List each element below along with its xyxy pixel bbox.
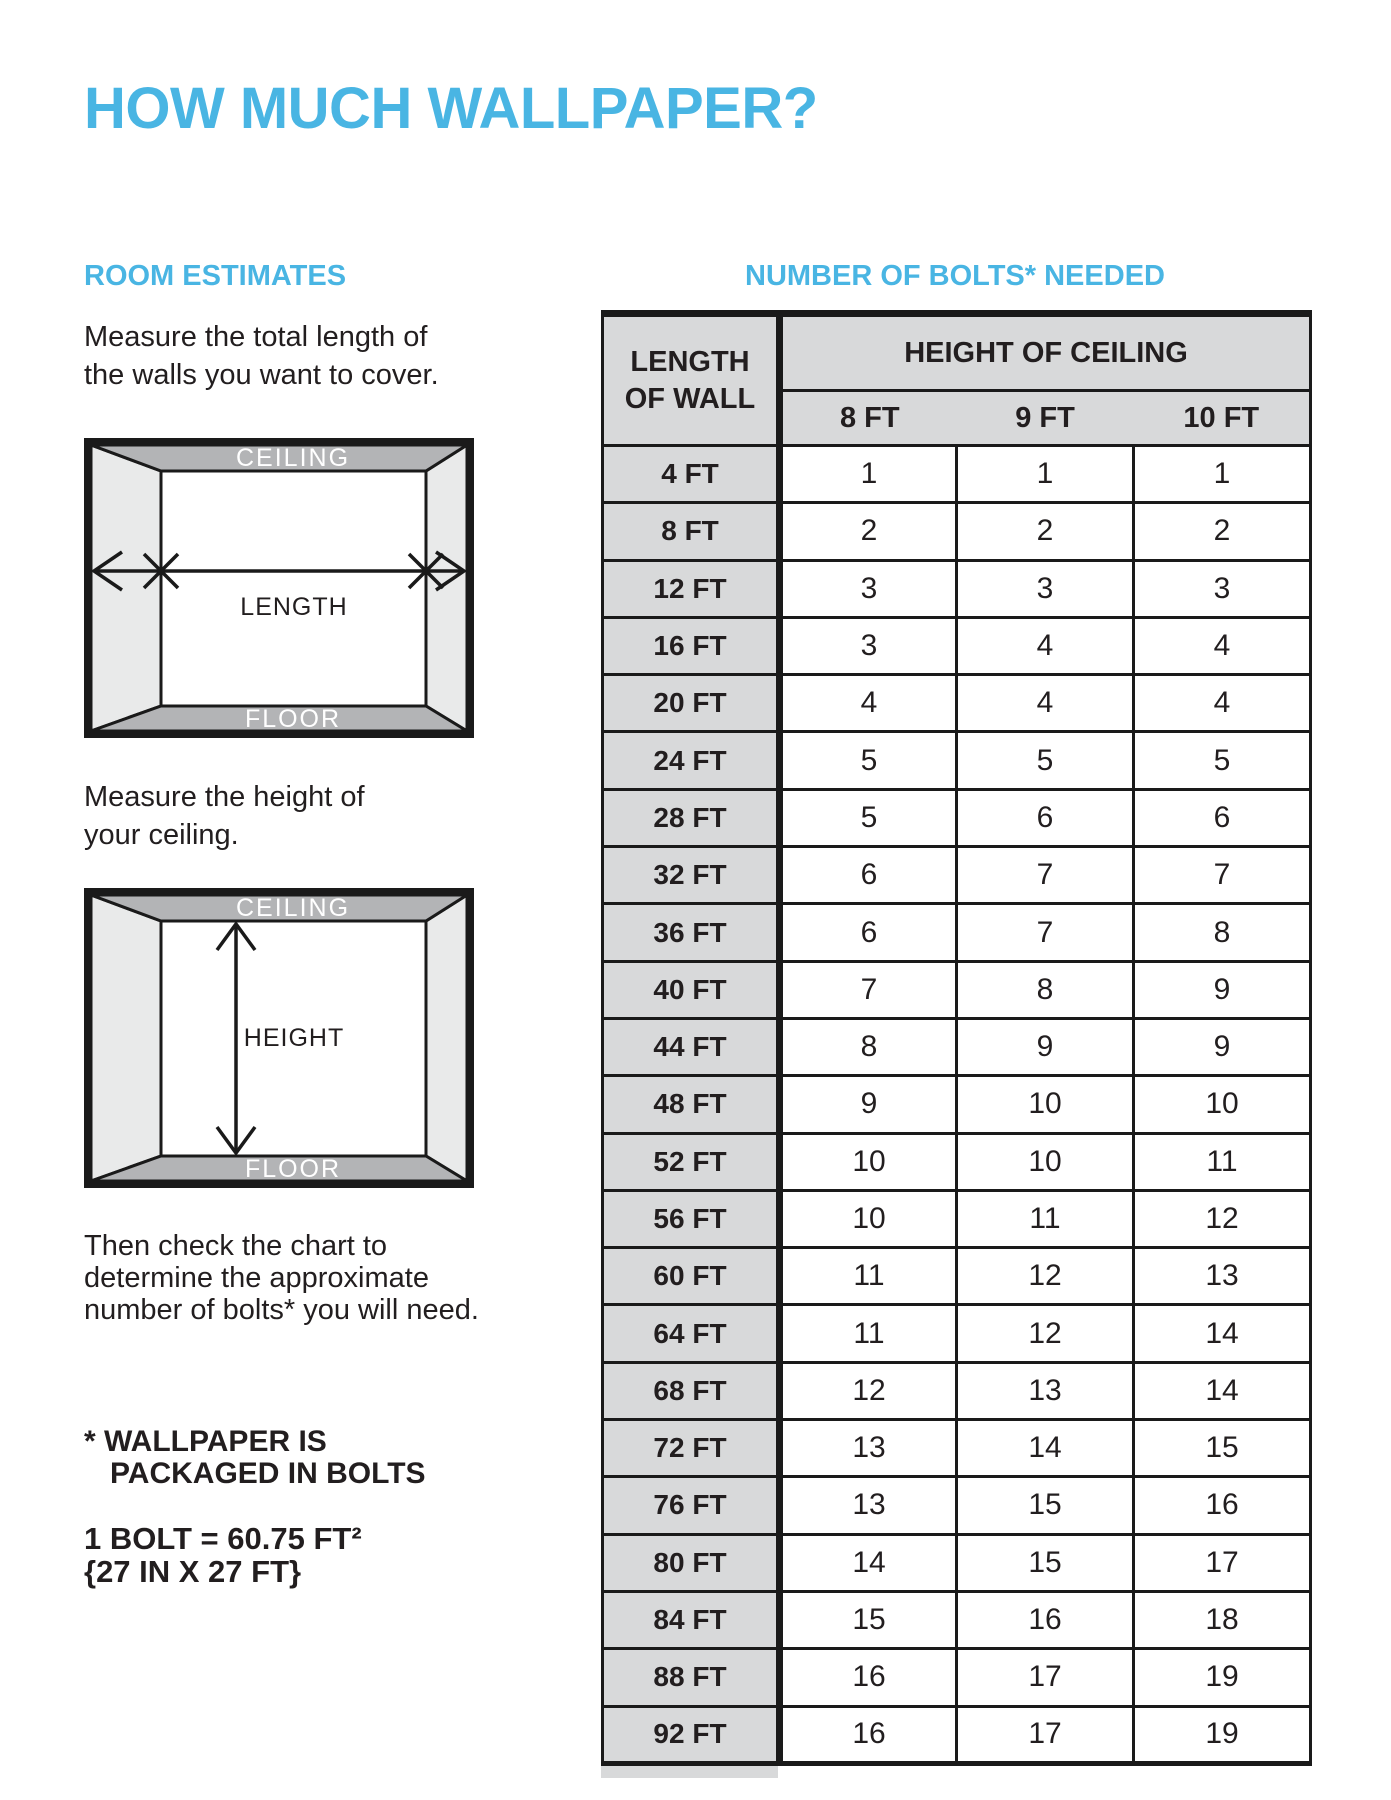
- bolt-count-cell: 7: [1134, 847, 1311, 904]
- bolt-count-cell: 10: [780, 1133, 957, 1190]
- floor-label: FLOOR: [244, 705, 342, 733]
- bolt-count-cell: 3: [957, 560, 1134, 617]
- wall-length-cell: 8 FT: [603, 503, 780, 560]
- footnote-line: * WALLPAPER IS: [84, 1425, 327, 1458]
- table-row: [603, 675, 1311, 732]
- wall-length-cell: 4 FT: [603, 446, 780, 503]
- step2-line: your ceiling.: [84, 819, 239, 851]
- wall-length-cell: 12 FT: [603, 560, 780, 617]
- bolt-count-cell: 4: [780, 675, 957, 732]
- step2-text: [84, 778, 365, 854]
- bolt-count-cell: 12: [957, 1305, 1134, 1362]
- bolt-count-cell: 4: [1134, 617, 1311, 674]
- ceiling-label: CEILING: [235, 894, 351, 922]
- wall-length-cell: 20 FT: [603, 675, 780, 732]
- table-row: [603, 847, 1311, 904]
- column-header-10ft: 10 FT: [1134, 391, 1311, 446]
- bolt-count-cell: 6: [780, 847, 957, 904]
- table-row: [603, 1190, 1311, 1247]
- bolt-count-cell: 3: [780, 617, 957, 674]
- wall-length-cell: 72 FT: [603, 1420, 780, 1477]
- wall-length-cell: 40 FT: [603, 961, 780, 1018]
- table-row: [603, 1133, 1311, 1190]
- step3-line: determine the approximate: [84, 1262, 429, 1294]
- bolt-count-cell: 10: [1134, 1076, 1311, 1133]
- bolt-count-cell: 11: [957, 1190, 1134, 1247]
- table-row: [603, 789, 1311, 846]
- column-header-8ft: 8 FT: [780, 391, 957, 446]
- step2-line: Measure the height of: [84, 781, 365, 813]
- bolt-info-line: 1 BOLT = 60.75 FT²: [84, 1521, 362, 1556]
- bolt-count-cell: 15: [957, 1477, 1134, 1534]
- bolt-count-cell: 4: [957, 675, 1134, 732]
- bolt-count-cell: 14: [780, 1534, 957, 1591]
- bolt-count-cell: 13: [957, 1362, 1134, 1419]
- bolt-count-cell: 2: [1134, 503, 1311, 560]
- wall-length-cell: 36 FT: [603, 904, 780, 961]
- room-height-diagram: [84, 888, 474, 1188]
- step3-text: [84, 1230, 479, 1326]
- bolt-count-cell: 9: [1134, 961, 1311, 1018]
- bolt-count-cell: 9: [957, 1018, 1134, 1075]
- wall-length-cell: 24 FT: [603, 732, 780, 789]
- bolt-count-cell: 5: [780, 789, 957, 846]
- bolt-count-cell: 9: [1134, 1018, 1311, 1075]
- bolt-count-cell: 1: [1134, 446, 1311, 503]
- wall-length-cell: 52 FT: [603, 1133, 780, 1190]
- bolt-count-cell: 10: [957, 1076, 1134, 1133]
- room-estimates-heading: ROOM ESTIMATES: [84, 260, 347, 292]
- bolt-count-cell: 12: [1134, 1190, 1311, 1247]
- page-title: HOW MUCH WALLPAPER?: [84, 76, 818, 141]
- bolt-count-cell: 6: [957, 789, 1134, 846]
- wall-length-cell: 76 FT: [603, 1477, 780, 1534]
- step3-line: Then check the chart to: [84, 1230, 388, 1262]
- table-row: [603, 1018, 1311, 1075]
- bolt-count-cell: 16: [957, 1591, 1134, 1648]
- bolt-count-cell: 14: [1134, 1362, 1311, 1419]
- bolt-count-cell: 16: [780, 1649, 957, 1706]
- wall-length-cell: 88 FT: [603, 1649, 780, 1706]
- bolt-count-cell: 13: [780, 1477, 957, 1534]
- bolt-count-cell: 17: [957, 1706, 1134, 1763]
- bolt-count-cell: 12: [957, 1248, 1134, 1305]
- bolt-count-cell: 5: [957, 732, 1134, 789]
- table-row: [603, 732, 1311, 789]
- height-label: HEIGHT: [243, 1024, 345, 1052]
- wall-length-cell: 68 FT: [603, 1362, 780, 1419]
- bolt-count-cell: 18: [1134, 1591, 1311, 1648]
- room-length-diagram: [84, 438, 474, 738]
- table-row: [603, 904, 1311, 961]
- bolt-count-cell: 4: [957, 617, 1134, 674]
- bolt-count-cell: 3: [1134, 560, 1311, 617]
- table-row: [603, 1362, 1311, 1419]
- bolt-size-info: [84, 1522, 362, 1588]
- bolt-count-cell: 17: [1134, 1534, 1311, 1591]
- bolts-table: [601, 310, 1312, 1766]
- wall-length-cell: 64 FT: [603, 1305, 780, 1362]
- wall-length-cell: 16 FT: [603, 617, 780, 674]
- table-row: [603, 1591, 1311, 1648]
- table-bottom-strip: [601, 1766, 778, 1778]
- table-row: [603, 1305, 1311, 1362]
- bolt-count-cell: 4: [1134, 675, 1311, 732]
- bolt-count-cell: 1: [957, 446, 1134, 503]
- table-row: [603, 617, 1311, 674]
- bolt-count-cell: 7: [780, 961, 957, 1018]
- table-row: [603, 1420, 1311, 1477]
- step3-line: number of bolts* you will need.: [84, 1294, 479, 1326]
- bolt-count-cell: 5: [1134, 732, 1311, 789]
- table-row: [603, 1649, 1311, 1706]
- bolt-count-cell: 10: [780, 1190, 957, 1247]
- step1-text: [84, 318, 439, 394]
- bolt-count-cell: 15: [1134, 1420, 1311, 1477]
- bolt-count-cell: 19: [1134, 1706, 1311, 1763]
- length-label: LENGTH: [240, 593, 348, 621]
- bolt-count-cell: 8: [957, 961, 1134, 1018]
- table-row: [603, 961, 1311, 1018]
- bolt-count-cell: 11: [1134, 1133, 1311, 1190]
- wall-length-cell: 32 FT: [603, 847, 780, 904]
- table-row: [603, 1076, 1311, 1133]
- ceiling-label: CEILING: [235, 444, 351, 472]
- bolt-count-cell: 8: [1134, 904, 1311, 961]
- bolt-count-cell: 2: [780, 503, 957, 560]
- table-row: [603, 1477, 1311, 1534]
- bolt-count-cell: 10: [957, 1133, 1134, 1190]
- bolt-count-cell: 2: [957, 503, 1134, 560]
- bolts-table-body: [603, 446, 1311, 1764]
- bolt-count-cell: 16: [780, 1706, 957, 1763]
- step1-line: the walls you want to cover.: [84, 359, 439, 391]
- bolt-count-cell: 6: [1134, 789, 1311, 846]
- step1-line: Measure the total length of: [84, 321, 428, 353]
- bolt-count-cell: 16: [1134, 1477, 1311, 1534]
- wallpaper-footnote: [84, 1426, 426, 1490]
- bolt-count-cell: 15: [957, 1534, 1134, 1591]
- bolt-count-cell: 19: [1134, 1649, 1311, 1706]
- bolt-count-cell: 7: [957, 904, 1134, 961]
- bolt-count-cell: 5: [780, 732, 957, 789]
- wall-length-cell: 92 FT: [603, 1706, 780, 1763]
- bolt-count-cell: 7: [957, 847, 1134, 904]
- bolt-count-cell: 14: [1134, 1305, 1311, 1362]
- bolt-count-cell: 6: [780, 904, 957, 961]
- table-row: [603, 1706, 1311, 1763]
- bolt-count-cell: 15: [780, 1591, 957, 1648]
- table-row: [603, 560, 1311, 617]
- footnote-line: PACKAGED IN BOLTS: [110, 1457, 426, 1490]
- bolts-table-container: [601, 310, 1309, 1778]
- bolt-count-cell: 8: [780, 1018, 957, 1075]
- bolt-count-cell: 14: [957, 1420, 1134, 1477]
- bolt-count-cell: 9: [780, 1076, 957, 1133]
- wall-length-cell: 56 FT: [603, 1190, 780, 1247]
- bolts-table-heading: NUMBER OF BOLTS* NEEDED: [745, 260, 1165, 292]
- bolt-count-cell: 13: [780, 1420, 957, 1477]
- bolt-count-cell: 11: [780, 1305, 957, 1362]
- floor-label: FLOOR: [244, 1155, 342, 1183]
- bolt-count-cell: 11: [780, 1248, 957, 1305]
- height-of-ceiling-header: HEIGHT OF CEILING: [780, 314, 1311, 391]
- bolt-count-cell: 12: [780, 1362, 957, 1419]
- wall-length-cell: 48 FT: [603, 1076, 780, 1133]
- bolt-count-cell: 3: [780, 560, 957, 617]
- wall-length-cell: 60 FT: [603, 1248, 780, 1305]
- column-header-9ft: 9 FT: [957, 391, 1134, 446]
- wall-length-cell: 80 FT: [603, 1534, 780, 1591]
- wall-length-cell: 28 FT: [603, 789, 780, 846]
- bolt-count-cell: 13: [1134, 1248, 1311, 1305]
- wall-length-cell: 44 FT: [603, 1018, 780, 1075]
- bolt-count-cell: 17: [957, 1649, 1134, 1706]
- table-row: [603, 1534, 1311, 1591]
- table-row: [603, 1248, 1311, 1305]
- wall-length-cell: 84 FT: [603, 1591, 780, 1648]
- table-row: [603, 503, 1311, 560]
- bolt-info-line: {27 IN X 27 FT}: [84, 1554, 302, 1589]
- bolt-count-cell: 1: [780, 446, 957, 503]
- table-row: [603, 446, 1311, 503]
- length-of-wall-header: LENGTH OF WALL: [603, 314, 780, 446]
